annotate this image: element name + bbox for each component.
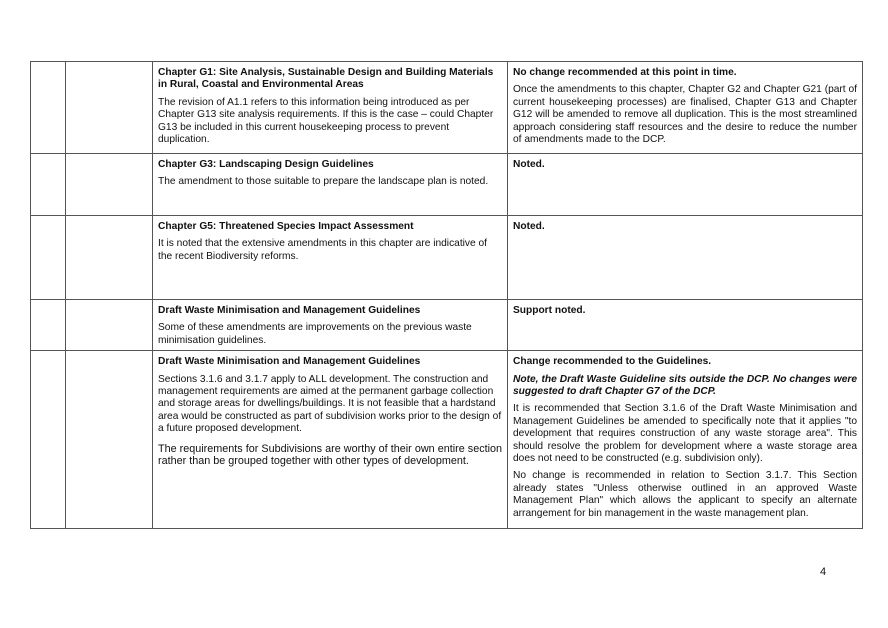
response-cell — [508, 216, 863, 300]
empty-cell — [66, 216, 153, 300]
response-text-2: No change is recommended in relation to Section 3.1.7. This Section already states "Unless otherwise outlined in an approved Waste Management Plan" which allows the applicant to specify an alternate arrangement for bin management in the waste management plan. — [513, 470, 857, 519]
submission-cell — [153, 154, 508, 216]
response-cell — [508, 154, 863, 216]
submission-cell — [153, 216, 508, 300]
response-heading: No change recommended at this point in time. — [513, 67, 737, 78]
response-heading: Noted. — [513, 221, 545, 232]
submission-text: It is noted that the extensive amendments in this chapter are indicative of the recent Biodiversity reforms. — [158, 238, 488, 262]
response-cell — [508, 62, 863, 154]
response-text: Once the amendments to this chapter, Chapter G2 and Chapter G21 (part of current housekeeping processes) are finalised, Chapter G13 and Chapter G12 will be amended to remove all duplication. This is the most streamlined approach considering staff resources and the desire to reduce the number of amendments made to the DCP. — [513, 84, 857, 146]
submission-text: The revision of A1.1 refers to this information being introduced as per Chapter G13 site analysis requirements. If this is the case – could Chapter G13 be included in this current housekeeping process to prevent duplication. — [158, 96, 494, 146]
response-cell — [508, 300, 863, 351]
response-note: Note, the Draft Waste Guideline sits outside the DCP. No changes were suggested to draft Chapter G7 of the DCP. — [513, 373, 857, 398]
comments-table — [30, 61, 863, 529]
submission-cell — [153, 62, 508, 154]
table-row — [31, 300, 863, 351]
response-heading: Noted. — [513, 159, 545, 170]
page-number: 4 — [820, 566, 827, 578]
response-heading: Change recommended to the Guidelines. — [513, 356, 712, 368]
table-row — [31, 351, 863, 529]
submission-heading: Draft Waste Minimisation and Management Guidelines — [158, 305, 421, 316]
empty-cell — [31, 300, 66, 351]
submission-cell — [153, 300, 508, 351]
empty-cell — [66, 351, 153, 529]
submission-heading: Draft Waste Minimisation and Management Guidelines — [158, 356, 421, 368]
empty-cell — [66, 62, 153, 154]
empty-cell — [31, 351, 66, 529]
table-row — [31, 216, 863, 300]
response-text: It is recommended that Section 3.1.6 of the Draft Waste Minimisation and Management Guidelines be amended to specifically note that it applies "to development that requires construction of any waste storage area". This should resolve the problem for development where a waste storage area does not need to be constructed (e.g. subdivision only). — [513, 403, 857, 465]
submission-heading: Chapter G1: Site Analysis, Sustainable Design and Building Materials in Rural, Coastal and Environmental Areas — [158, 67, 494, 91]
empty-cell — [31, 154, 66, 216]
submission-heading: Chapter G5: Threatened Species Impact Assessment — [158, 221, 414, 232]
table-row — [31, 62, 863, 154]
submission-text-2: The requirements for Subdivisions are worthy of their own entire section rather than be grouped together with other types of development. — [158, 442, 502, 468]
empty-cell — [66, 300, 153, 351]
response-cell — [508, 351, 863, 529]
submission-text: Sections 3.1.6 and 3.1.7 apply to ALL development. The construction and management requirements are aimed at the permanent garbage collection and storage areas for dwellings/buildings. It is not feasible that a hardstand area would be constructed as part of subdivision works prior to the design of a future proposed development. — [158, 373, 502, 435]
empty-cell — [66, 154, 153, 216]
empty-cell — [31, 216, 66, 300]
submission-cell — [153, 351, 508, 529]
table-row — [31, 154, 863, 216]
submission-text: Some of these amendments are improvements on the previous waste minimisation guidelines. — [158, 322, 472, 346]
submission-text: The amendment to those suitable to prepare the landscape plan is noted. — [158, 176, 489, 188]
empty-cell — [31, 62, 66, 154]
response-heading: Support noted. — [513, 305, 586, 316]
submission-heading: Chapter G3: Landscaping Design Guidelines — [158, 159, 374, 170]
